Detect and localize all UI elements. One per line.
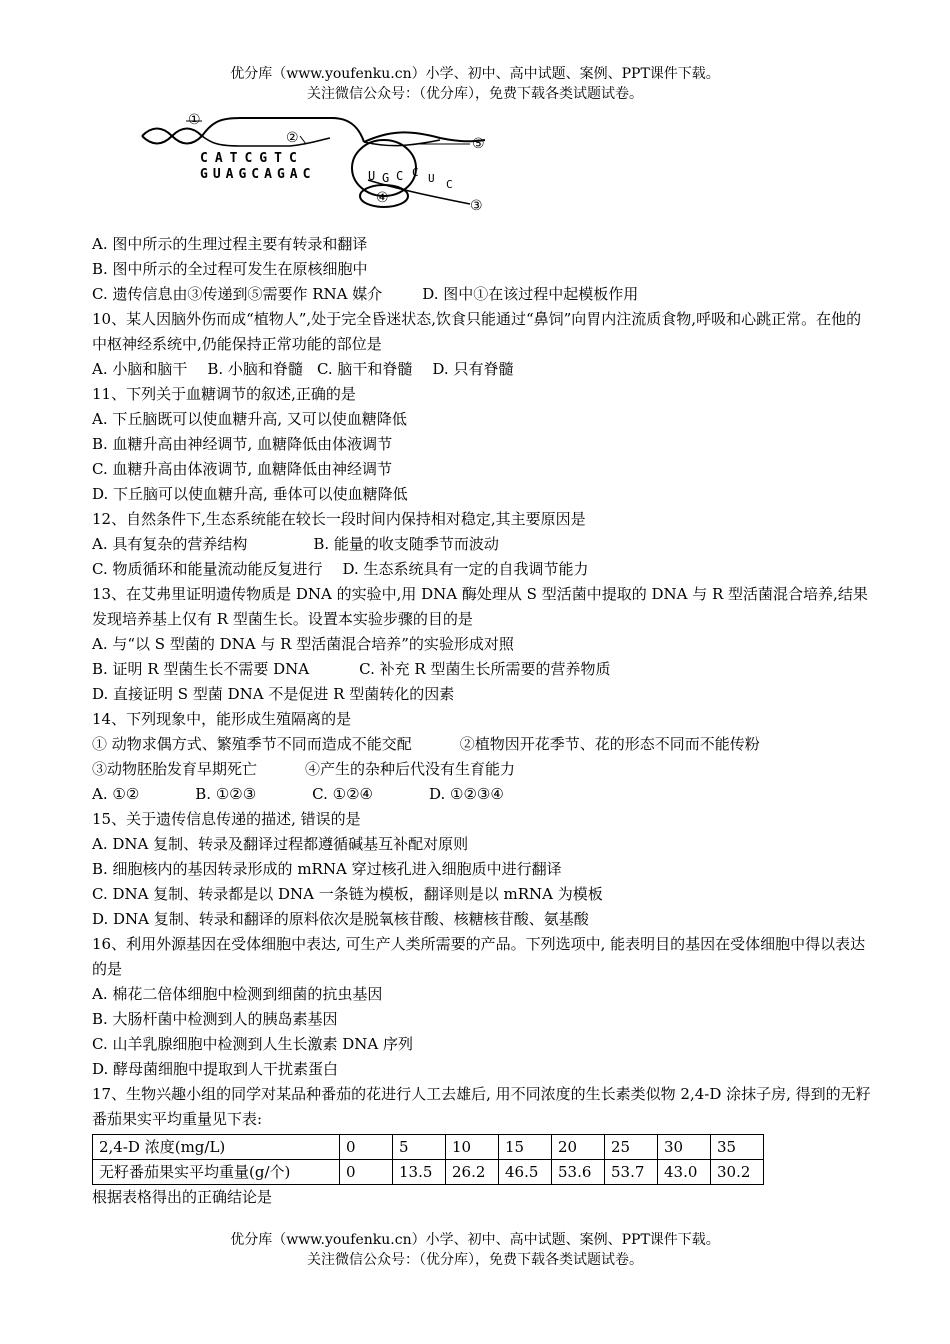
q16-stem: 16、利用外源基因在受体细胞中表达, 可生产人类所需要的产品。下列选项中, 能表明目的基因在受体细胞中得以表达的是: [92, 935, 866, 978]
table-row-concentration: [93, 1135, 764, 1160]
q14-statements-12: [92, 732, 872, 757]
q14-option-b: B. ①②③: [195, 785, 257, 803]
q13-stem: 13、在艾弗里证明遗传物质是 DNA 的实验中,用 DNA 酶处理从 S 型活菌中提取的 DNA 与 R 型活菌混合培养,结果发现培养基上仅有 R 型菌生长。设置本实验步骤的目的是: [92, 585, 868, 628]
header-line-2: 关注微信公众号：（优分库），免费下载各类试题试卷。: [307, 86, 643, 102]
q16-option-b: B. 大肠杆菌中检测到人的胰岛素基因: [92, 1010, 338, 1028]
q13-option-b: B. 证明 R 型菌生长不需要 DNA: [92, 660, 310, 678]
table-cell: 15: [499, 1135, 552, 1160]
table-cell: 13.5: [393, 1160, 446, 1185]
q10-option-b: B. 小脑和脊髓: [207, 360, 303, 378]
tail-base-1: U: [368, 169, 376, 183]
tail-base-3: C: [396, 169, 404, 183]
q9-option-d: D. 图中①在该过程中起模板作用: [422, 285, 639, 303]
tail-base-4: C: [412, 166, 419, 179]
q16-option-a: A. 棉花二倍体细胞中检测到细菌的抗虫基因: [92, 985, 383, 1003]
header-line-1: 优分库（www.youfenku.cn）小学、初中、高中试题、案例、PPT课件下载。: [230, 66, 720, 82]
table-cell: 43.0: [658, 1160, 711, 1185]
q14-statements-34: [92, 757, 872, 782]
q9-option-c: C. 遗传信息由③传递到⑤需要作 RNA 媒介: [92, 285, 383, 303]
table-cell: 53.7: [605, 1160, 658, 1185]
q17-after-text: 根据表格得出的正确结论是: [92, 1188, 273, 1206]
label-3: ③: [470, 198, 483, 214]
q11-option-d: D. 下丘脑可以使血糖升高, 垂体可以使血糖降低: [92, 485, 408, 503]
table-cell: 30.2: [711, 1160, 764, 1185]
q10-stem: 10、某人因脑外伤而成“植物人”,处于完全昏迷状态,饮食只能通过“鼻饲”向胃内注流质食物,呼吸和心跳正常。在他的中枢神经系统中,仍能保持正常功能的部位是: [92, 310, 862, 353]
q14-stem: 14、下列现象中，能形成生殖隔离的是: [92, 710, 352, 728]
q9-option-a: A. 图中所示的生理过程主要有转录和翻译: [92, 235, 368, 253]
table-cell: 46.5: [499, 1160, 552, 1185]
q12-option-c: C. 物质循环和能量流动能反复进行: [92, 560, 323, 578]
bottom-strand-sequence: GUAGCAGAC: [200, 167, 316, 182]
table-row-label: 无籽番茄果实平均重量(g/个): [93, 1160, 340, 1185]
q11-option-b: B. 血糖升高由神经调节, 血糖降低由体液调节: [92, 435, 393, 453]
table-row-label: 2,4-D 浓度(mg/L): [93, 1135, 340, 1160]
tail-base-2: G: [382, 171, 390, 185]
q15-option-c: C. DNA 复制、转录都是以 DNA 一条链为模板，翻译则是以 mRNA 为模板: [92, 885, 603, 903]
q14-statement-4: ④产生的杂种后代没有生育能力: [305, 760, 516, 778]
table-cell: 35: [711, 1135, 764, 1160]
tail-base-6: C: [446, 178, 453, 191]
table-row-weight: [93, 1160, 764, 1185]
label-1: ①: [188, 112, 201, 128]
tail-base-5: U: [428, 172, 435, 185]
q11-option-c: C. 血糖升高由体液调节, 血糖降低由神经调节: [92, 460, 393, 478]
q14-option-d: D. ①②③④: [429, 785, 504, 803]
table-cell: 25: [605, 1135, 658, 1160]
q12-option-b: B. 能量的收支随季节而波动: [313, 535, 499, 553]
q14-statement-1: ① 动物求偶方式、繁殖季节不同而造成不能交配: [92, 735, 412, 753]
q15-option-b: B. 细胞核内的基因转录形成的 mRNA 穿过核孔进入细胞质中进行翻译: [92, 860, 562, 878]
table-cell: 0: [340, 1160, 393, 1185]
q11-option-a: A. 下丘脑既可以使血糖升高, 又可以使血糖降低: [92, 410, 407, 428]
label-5: ⑤: [472, 136, 485, 152]
q13-option-a: A. 与“以 S 型菌的 DNA 与 R 型活菌混合培养”的实验形成对照: [92, 635, 514, 653]
q9-option-b: B. 图中所示的全过程可发生在原核细胞中: [92, 260, 368, 278]
question-body: [92, 232, 872, 1210]
table-cell: 26.2: [446, 1160, 499, 1185]
q13-option-d: D. 直接证明 S 型菌 DNA 不是促进 R 型菌转化的因素: [92, 685, 455, 703]
q17-stem: 17、生物兴趣小组的同学对某品种番茄的花进行人工去雄后, 用不同浓度的生长素类似物 2,4-D 涂抹子房, 得到的无籽番茄果实平均重量见下表:: [92, 1085, 871, 1128]
q12-options-ab: [92, 532, 872, 557]
q12-stem: 12、自然条件下,生态系统能在较长一段时间内保持相对稳定,其主要原因是: [92, 510, 586, 528]
q11-stem: 11、下列关于血糖调节的叙述,正确的是: [92, 385, 356, 403]
footer-line-2: 关注微信公众号：（优分库），免费下载各类试题试卷。: [307, 1252, 643, 1268]
label-2: ②: [286, 130, 299, 146]
q10-option-a: A. 小脑和脑干: [92, 360, 188, 378]
q13-option-c: C. 补充 R 型菌生长所需要的营养物质: [359, 660, 611, 678]
q14-statement-3: ③动物胚胎发育早期死亡: [92, 760, 258, 778]
q9-options-cd: [92, 282, 872, 307]
q16-option-d: D. 酵母菌细胞中提取到人干扰素蛋白: [92, 1060, 339, 1078]
q14-option-c: C. ①②④: [312, 785, 373, 803]
table-cell: 5: [393, 1135, 446, 1160]
footer-line-1: 优分库（www.youfenku.cn）小学、初中、高中试题、案例、PPT课件下载。: [230, 1232, 720, 1248]
strand-one-path: [202, 118, 364, 142]
q12-option-a: A. 具有复杂的营养结构: [92, 535, 248, 553]
q14-options: [92, 782, 872, 807]
q10-options: [92, 357, 872, 382]
q15-option-a: A. DNA 复制、转录及翻译过程都遵循碱基互补配对原则: [92, 835, 469, 853]
strand-two-path: [202, 136, 330, 146]
q10-option-c: C. 脑干和脊髓: [316, 360, 413, 378]
q14-statement-2: ②植物因开花季节、花的形态不同而不能传粉: [459, 735, 760, 753]
page-header: [0, 64, 950, 104]
transcription-diagram: [140, 108, 500, 220]
q16-option-c: C. 山羊乳腺细胞中检测到人生长激素 DNA 序列: [92, 1035, 414, 1053]
page-footer: [0, 1230, 950, 1270]
q17-data-table: [92, 1134, 764, 1185]
q14-option-a: A. ①②: [92, 785, 140, 803]
top-strand-sequence: CATCGTC: [200, 151, 304, 166]
table-cell: 0: [340, 1135, 393, 1160]
q15-stem: 15、关于遗传信息传递的描述, 错误的是: [92, 810, 361, 828]
q10-option-d: D. 只有脊髓: [432, 360, 514, 378]
table-cell: 10: [446, 1135, 499, 1160]
q12-option-d: D. 生态系统具有一定的自我调节能力: [342, 560, 589, 578]
q15-option-d: D. DNA 复制、转录和翻译的原料依次是脱氧核苷酸、核糖核苷酸、氨基酸: [92, 910, 589, 928]
q13-options-bc: [92, 657, 872, 682]
table-cell: 53.6: [552, 1160, 605, 1185]
rna-polymerase-circle: [352, 140, 416, 196]
table-cell: 20: [552, 1135, 605, 1160]
q12-options-cd: [92, 557, 872, 582]
label-4: ④: [376, 190, 389, 206]
table-cell: 30: [658, 1135, 711, 1160]
